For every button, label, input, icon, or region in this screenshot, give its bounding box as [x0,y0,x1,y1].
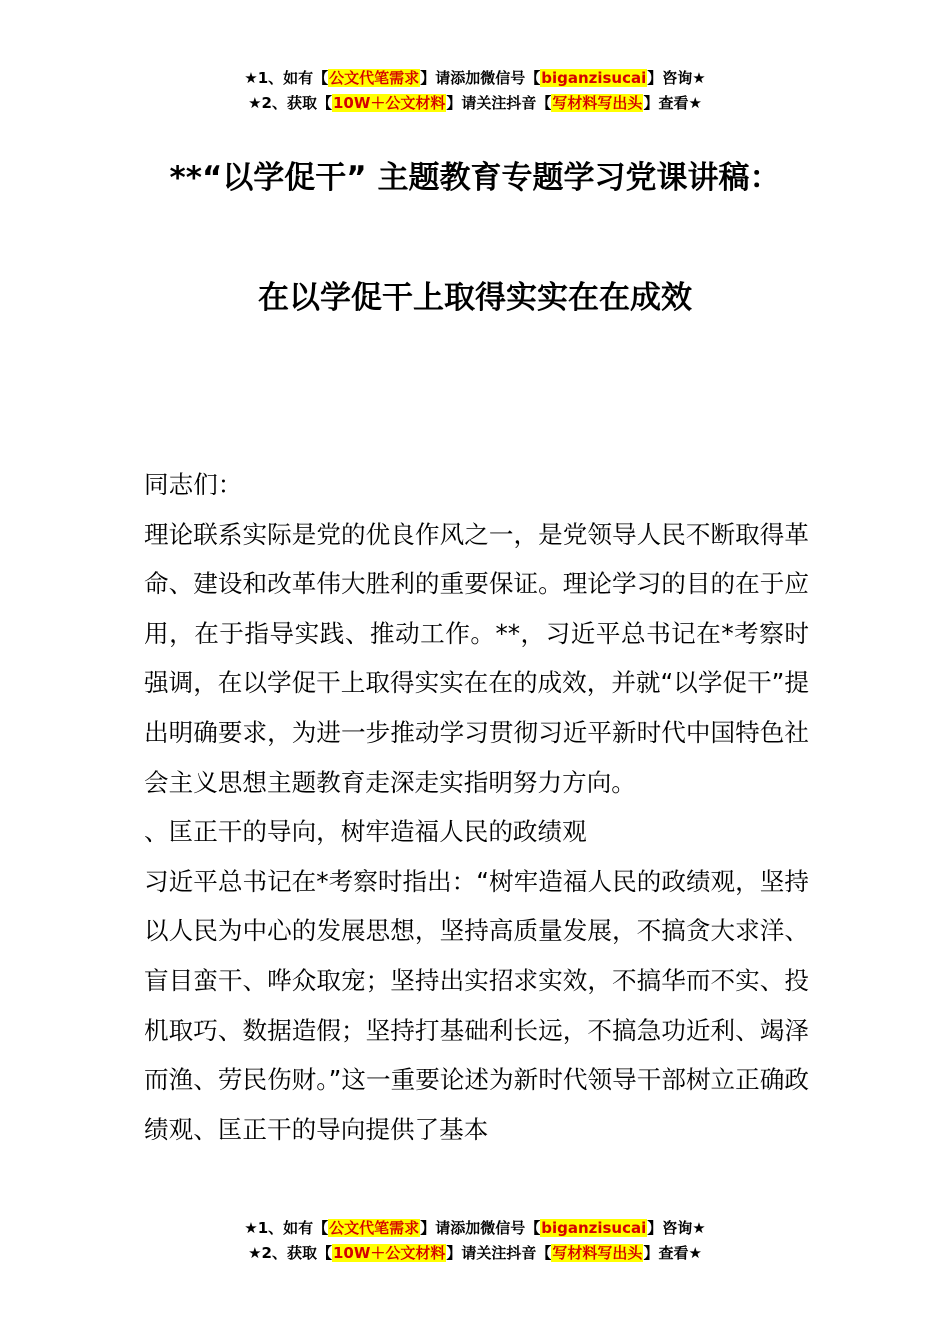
banner-text: 】查看★ [643,94,702,112]
banner-text: ★1、如有【 [244,1219,329,1237]
paragraph-section-1: 习近平总书记在*考察时指出：“树牢造福人民的政绩观，坚持以人民为中心的发展思想，坚持高质量发展，不搞贪大求洋、盲目蛮干、哗众取宠；坚持出实招求实效，不搞华而不实、投机取巧、数据造假；坚持打基础利长远，不搞急功近利、竭泽而渔、劳民伤财。”这一重要论述为新时代领导干部树立正确政绩观、匡正干的导向提供了基本 [144,866,809,1144]
banner-highlight: 写材料写出头 [552,94,643,112]
banner-highlight: biganzisucai [541,69,647,87]
footer-banner [0,1216,950,1266]
banner-text: ★2、获取【 [248,1244,332,1262]
header-banner [0,66,950,116]
banner-highlight: 公文代笔需求 [329,69,420,87]
paragraph-intro: 理论联系实际是党的优良作风之一，是党领导人民不断取得革命、建设和改革伟大胜利的重要保证。理论学习的目的在于应用，在于指导实践、推动工作。**，习近平总书记在*考察时强调，在以学促干上取得实实在在的成效，并就“以学促干”提出明确要求，为进一步推动学习贯彻习近平新时代中国特色社会主义思想主题教育走深走实指明努力方向。 [144,519,809,797]
banner-text: 】请添加微信号【 [420,69,541,87]
document-subtitle: 在以学促干上取得实实在在成效 [258,280,692,316]
banner-text: 】咨询★ [647,69,706,87]
banner-text: ★2、获取【 [248,94,332,112]
banner-highlight: 10W＋公文材料 [332,1244,446,1262]
banner-line-2 [0,1241,950,1266]
banner-line-2 [0,91,950,116]
banner-highlight: biganzisucai [541,1219,647,1237]
section-heading: 、匡正干的导向，树牢造福人民的政绩观 [144,817,587,847]
banner-highlight: 写材料写出头 [552,1244,643,1262]
greeting: 同志们： [144,470,243,499]
banner-text: 】请添加微信号【 [420,1219,541,1237]
document-title: **“以学促干” 主题教育专题学习党课讲稿： [169,160,781,196]
banner-line-1 [0,1216,950,1241]
banner-text: 】咨询★ [647,1219,706,1237]
banner-text: 】请关注抖音【 [446,1244,552,1262]
banner-line-1 [0,66,950,91]
banner-highlight: 公文代笔需求 [329,1219,420,1237]
banner-text: 】请关注抖音【 [446,94,552,112]
document-body [144,460,809,1154]
banner-highlight: 10W＋公文材料 [332,94,446,112]
banner-text: 】查看★ [643,1244,702,1262]
banner-text: ★1、如有【 [244,69,329,87]
